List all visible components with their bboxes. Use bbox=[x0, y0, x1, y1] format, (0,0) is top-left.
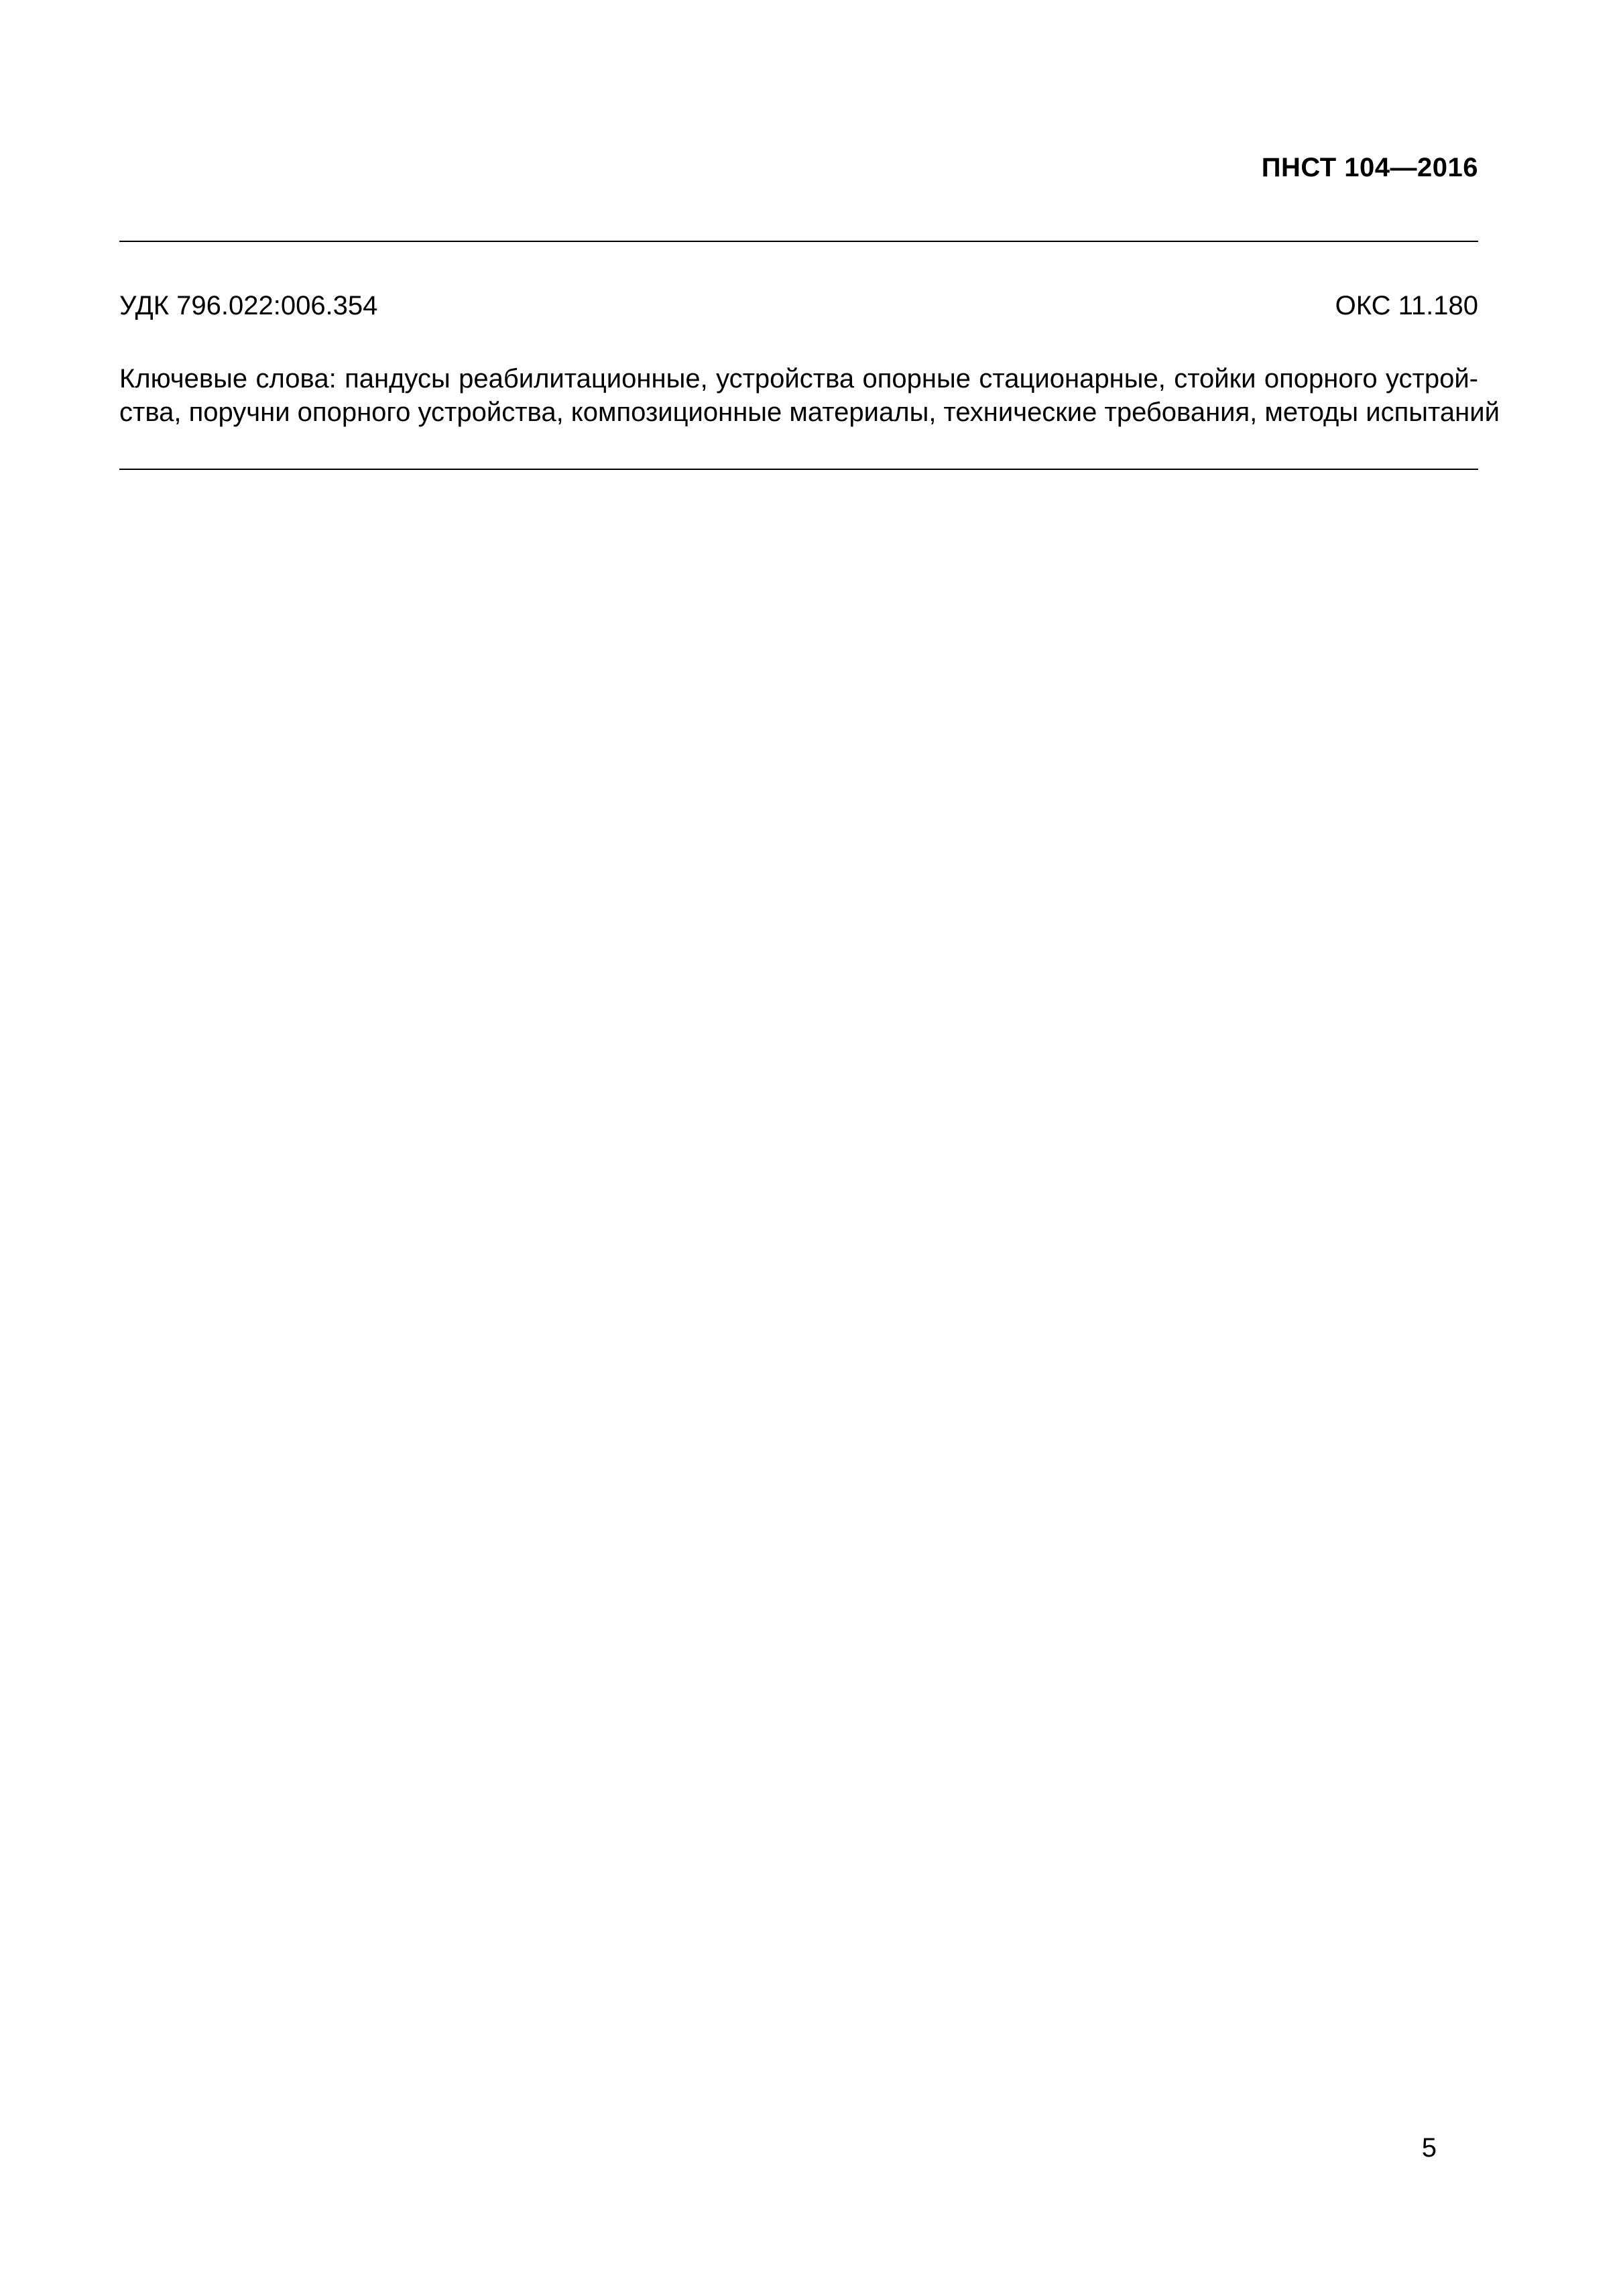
document-code: ПНСТ 104—2016 bbox=[1261, 153, 1478, 182]
keywords-paragraph bbox=[119, 362, 1500, 429]
keywords-line-2: ства, поручни опорного устройства, композиционные материалы, технические требования, методы испытаний bbox=[119, 398, 1500, 427]
bottom-divider bbox=[119, 469, 1478, 470]
udk-code: УДК 796.022:006.354 bbox=[119, 291, 378, 320]
top-divider bbox=[119, 241, 1478, 242]
page-number: 5 bbox=[1421, 2133, 1437, 2163]
keywords-line-1: Ключевые слова: пандусы реабилитационные, устройства опорные стационарные, стойки опорного устрой- bbox=[119, 364, 1478, 394]
oks-code: ОКС 11.180 bbox=[1335, 291, 1478, 320]
